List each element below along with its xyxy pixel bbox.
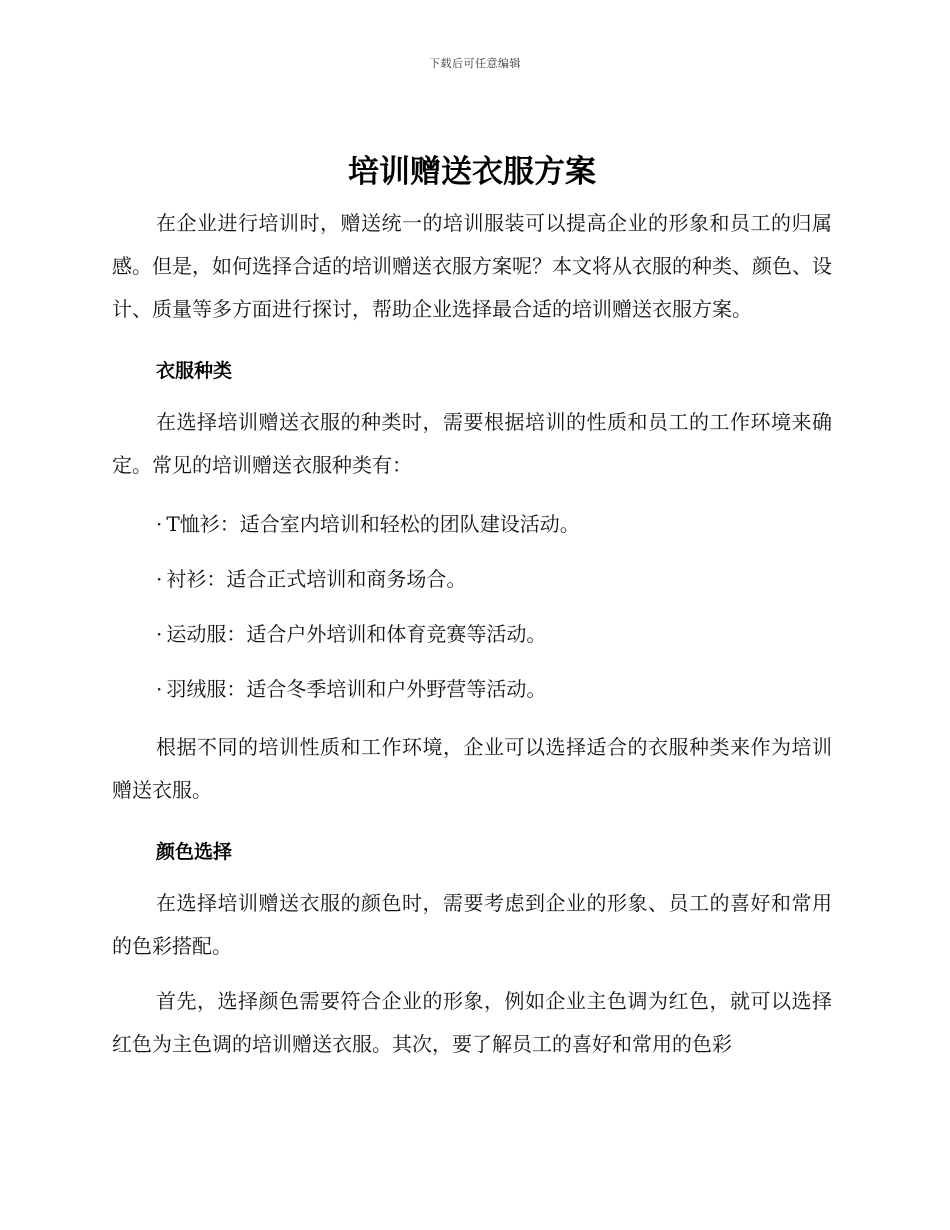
document-body [112, 150, 832, 1066]
color-choice-paragraph-1: 在选择培训赠送衣服的颜色时，需要考虑到企业的形象、员工的喜好和常用的色彩搭配。 [112, 891, 832, 958]
bullet-icon: · [156, 622, 163, 646]
clothing-types-list [112, 509, 832, 704]
document-title: 培训赠送衣服方案 [348, 154, 596, 190]
list-item-text: 衬衫：适合正式培训和商务场合。 [166, 567, 467, 591]
list-item-shirt [156, 564, 832, 594]
bullet-icon: · [156, 512, 163, 536]
bullet-icon: · [156, 567, 163, 591]
list-item-sportswear [156, 619, 832, 649]
page-header-note: 下载后可任意编辑 [429, 57, 521, 70]
clothing-types-paragraph: 在选择培训赠送衣服的种类时，需要根据培训的性质和员工的工作环境来确定。常见的培训赠送衣服种类有： [112, 410, 832, 477]
color-choice-paragraph-2: 首先，选择颜色需要符合企业的形象，例如企业主色调为红色，就可以选择红色为主色调的培训赠送衣服。其次，要了解员工的喜好和常用的色彩 [112, 989, 832, 1056]
list-item-text: 运动服：适合户外培训和体育竞赛等活动。 [166, 622, 547, 646]
clothing-types-conclusion: 根据不同的培训性质和工作环境，企业可以选择适合的衣服种类来作为培训赠送衣服。 [112, 735, 832, 802]
list-item-down-jacket [156, 674, 832, 704]
list-item-tshirt [156, 509, 832, 539]
section-heading-color-choice: 颜色选择 [156, 841, 233, 863]
list-item-text: T恤衫：适合室内培训和轻松的团队建设活动。 [166, 512, 580, 536]
intro-paragraph: 在企业进行培训时，赠送统一的培训服装可以提高企业的形象和员工的归属感。但是，如何选择合适的培训赠送衣服方案呢？本文将从衣服的种类、颜色、设计、质量等多方面进行探讨，帮助企业选择最合适的培训赠送衣服方案。 [112, 211, 832, 321]
list-item-text: 羽绒服：适合冬季培训和户外野营等活动。 [166, 677, 547, 701]
bullet-icon: · [156, 677, 163, 701]
section-heading-clothing-types: 衣服种类 [156, 360, 233, 382]
